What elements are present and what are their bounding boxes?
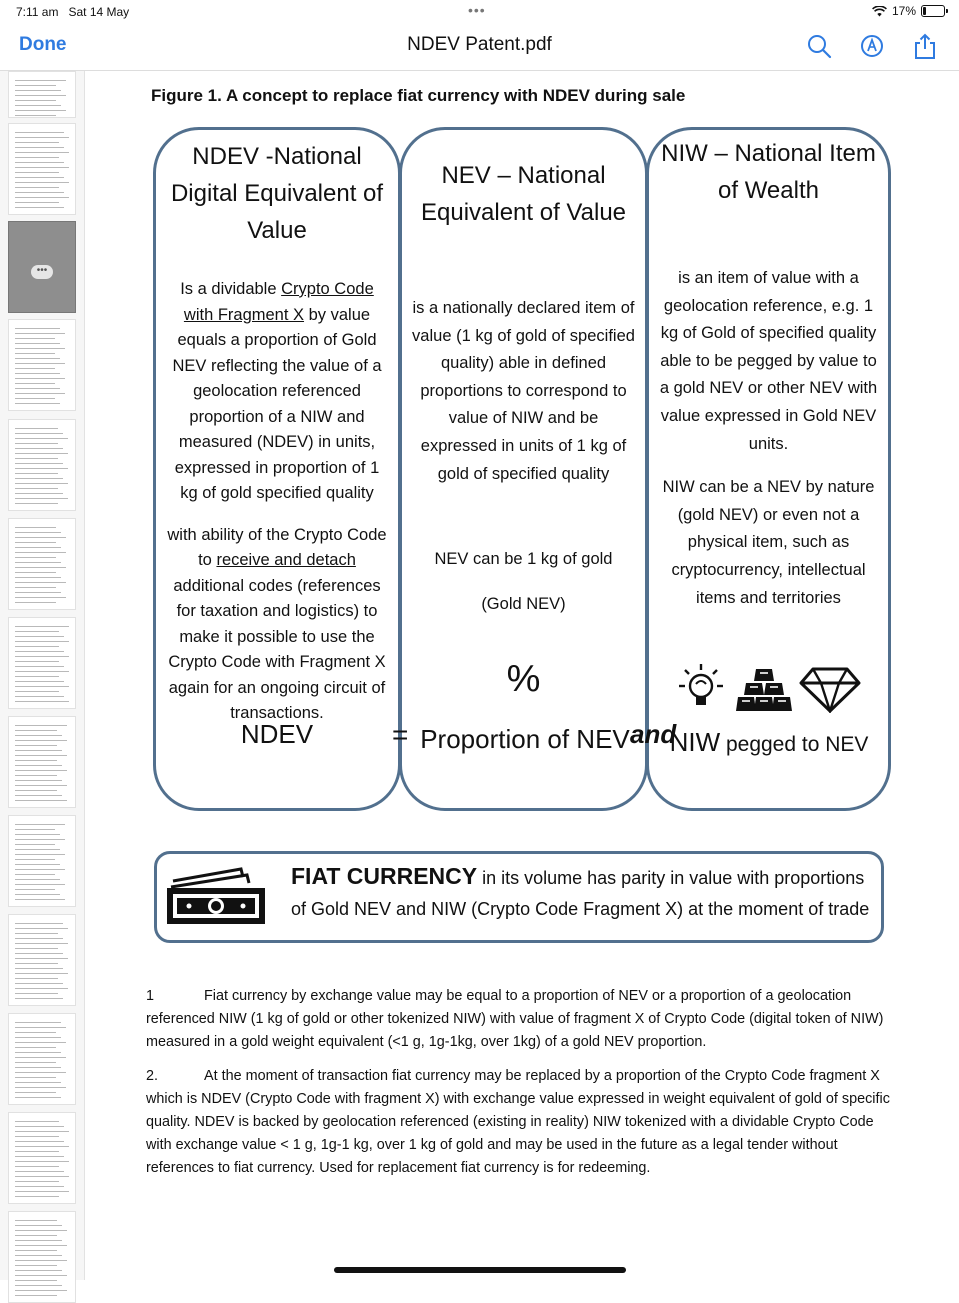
niw-heading: NIW – National Item of Wealth: [661, 140, 876, 204]
proportion-of-nev: Proportion of NEV: [420, 724, 630, 754]
page-thumbnail-sidebar[interactable]: [0, 71, 85, 1280]
nev-description: is a nationally declared item of value (1 kg of gold of specified quality) able in defined proportions to correspond to value of NIW and be expressed in units of 1 kg of gold of specified quality: [412, 299, 635, 483]
page-thumbnail[interactable]: [8, 914, 76, 1006]
page-thumbnail[interactable]: [8, 319, 76, 411]
thumbnail-menu-icon[interactable]: •••: [31, 265, 53, 279]
search-icon[interactable]: [805, 32, 833, 60]
nev-gold-label: (Gold NEV): [481, 594, 566, 613]
markup-icon[interactable]: [858, 32, 886, 60]
page-thumbnail[interactable]: [8, 815, 76, 907]
share-icon[interactable]: [911, 32, 939, 60]
niw-description: is an item of value with a geolocation reference, e.g. 1 kg of Gold of specified quality able to be pegged by value to a gold NEV or other NEV with value expressed in Gold NEV units.: [659, 269, 878, 453]
equals-sign: =: [392, 719, 409, 750]
niw-footer-label: NIW pegged to NEV: [669, 727, 869, 757]
ndev-ability: with ability of the Crypto Code to receive and detach additional codes (references for taxation and logistics) to make it possible to use the Crypto Code with Fragment X again for an ongoing circuit of transactions.: [167, 525, 387, 722]
ndev-column: [153, 127, 401, 811]
page-thumbnail[interactable]: [8, 221, 76, 313]
nav-bar: [0, 24, 959, 71]
pdf-page: [85, 71, 959, 1280]
percent-symbol: %: [506, 658, 541, 700]
diamond-icon: [799, 667, 861, 713]
page-thumbnail[interactable]: [8, 518, 76, 610]
battery-percent: 17%: [891, 4, 916, 18]
nev-column: [399, 127, 648, 811]
battery-icon: [921, 5, 945, 17]
wifi-icon: [872, 6, 887, 17]
ndev-heading: NDEV -National Digital Equivalent of Value: [170, 143, 384, 244]
page-thumbnail[interactable]: [8, 419, 76, 511]
note-1: 1 Fiat currency by exchange value may be equal to a proportion of NEV or a proportion of a geolocation referenced NIW (1 kg of gold or other tokenized NIW) with value of fragment X of Crypto Code (digital token of NIW) measured in a gold weight equivalent (<1 g, 1g-1kg, over 1kg) of a gold NEV proportion.: [146, 988, 884, 1050]
page-thumbnail[interactable]: [8, 71, 76, 118]
banknotes-icon: [163, 867, 269, 927]
page-thumbnail[interactable]: [8, 123, 76, 215]
niw-nature: NIW can be a NEV by nature (gold NEV) or even not a physical item, such as cryptocurrency, intellectual items and territories: [662, 478, 875, 607]
document-title: NDEV Patent.pdf: [407, 34, 552, 55]
ndev-footer-label: NDEV: [240, 719, 314, 749]
page-thumbnail[interactable]: [8, 1013, 76, 1105]
fiat-currency-text: FIAT CURRENCY in its volume has parity in value with proportions of Gold NEV and NIW (Crypto Code Fragment X) at the moment of trade: [291, 863, 870, 919]
gold-bars-icon: [736, 667, 792, 713]
page-thumbnail[interactable]: [8, 1211, 76, 1303]
niw-column: [646, 127, 891, 811]
page-thumbnail[interactable]: [8, 1112, 76, 1204]
note-2: 2. At the moment of transaction fiat currency may be replaced by a proportion of the Crypto Code fragment X which is NDEV (Crypto Code with fragment X) with exchange value expressed in weight equivalent of gold of specific quality. NDEV is backed by geolocation referenced (existing in reality) NIW tokenized with a dividable Crypto Code with exchange value < 1 g, 1g-1 kg, over 1 kg of gold and may be used in the future as a legal tender without references to fiat currency. Used for replacement fiat currency is for redeeming.: [146, 1068, 890, 1176]
and-connector: and: [630, 719, 677, 749]
notes-section: [146, 985, 896, 1191]
lightbulb-icon: [677, 662, 725, 712]
status-bar: [0, 0, 959, 24]
fiat-currency-box: [154, 851, 884, 943]
multitasking-dots[interactable]: •••: [468, 2, 486, 18]
figure-title: Figure 1. A concept to replace fiat currency with NDEV during sale: [151, 86, 686, 105]
page-thumbnail[interactable]: [8, 716, 76, 808]
ndev-description: Is a dividable Crypto Code with Fragment X by value equals a proportion of Gold NEV reflecting the value of a geolocation referenced proportion of a NIW and measured (NDEV) in units, expressed in proportion of 1 kg of gold specified quality: [172, 280, 382, 502]
home-indicator[interactable]: [334, 1267, 626, 1273]
nev-gold-text: NEV can be 1 kg of gold: [434, 550, 613, 569]
nev-heading: NEV – National Equivalent of Value: [420, 162, 627, 226]
done-button[interactable]: Done: [19, 34, 67, 55]
status-time: 7:11 am Sat 14 May: [16, 5, 130, 19]
page-thumbnail[interactable]: [8, 617, 76, 709]
